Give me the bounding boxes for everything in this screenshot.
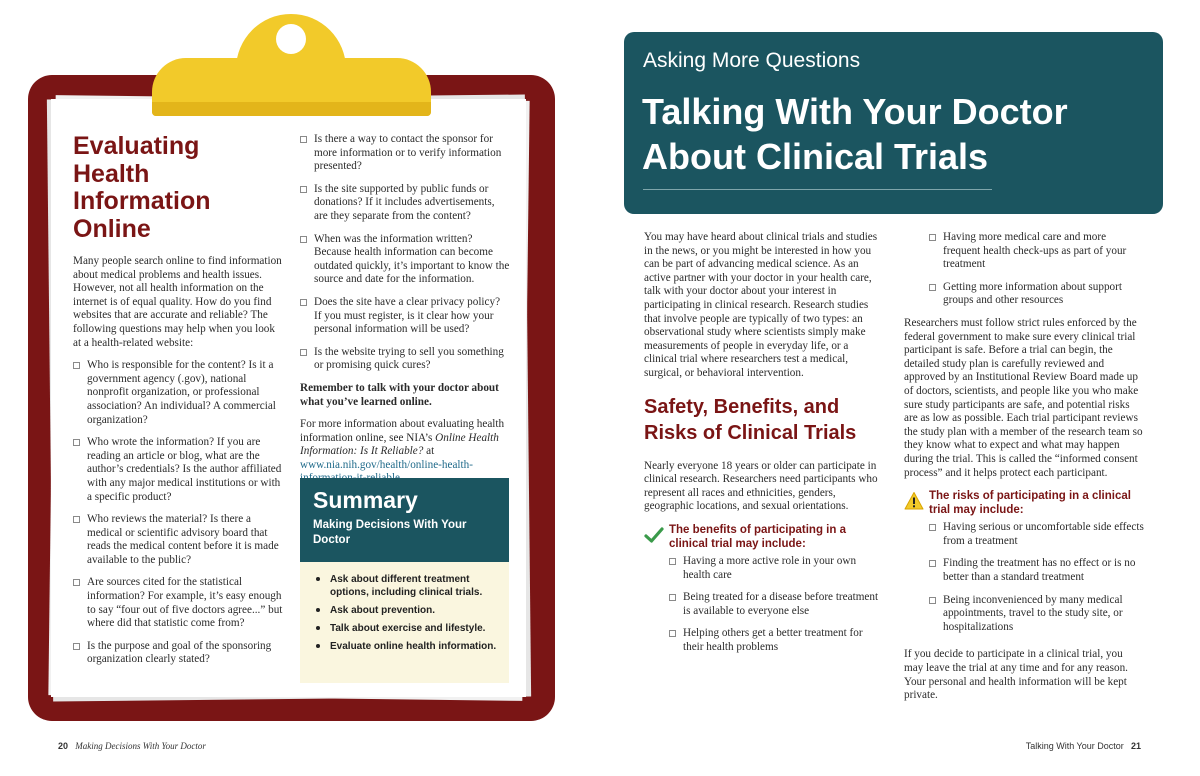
summary-item: Ask about prevention. [314, 604, 499, 617]
page-number: 20 [58, 741, 69, 751]
benefit-item: Getting more information about support groups and other resources [929, 281, 1144, 308]
benefits-list [644, 555, 880, 655]
risk-item: Finding the treatment has no effect or is no better than a standard treatment [929, 557, 1144, 584]
clipboard-clip-icon [152, 14, 431, 116]
risk-item: Having serious or uncomfortable side effects from a treatment [929, 521, 1144, 548]
banner-kicker: Asking More Questions [643, 49, 861, 72]
checkbox-icon [929, 234, 936, 241]
summary-item: Ask about different treatment options, including clinical trials. [314, 573, 499, 599]
risk-item: Being inconvenienced by many medical appointments, travel to the study site, or hospitalizations [929, 594, 1144, 635]
checkbox-icon [929, 284, 936, 291]
right-page-banner [624, 32, 1163, 214]
checkbox-icon [73, 643, 80, 650]
benefits-list-continued [904, 231, 1144, 308]
checkbox-icon [300, 236, 307, 243]
closing-paragraph: If you decide to participate in a clinical trial, you may leave the trial at any time and for any reason. Your personal and health information will be kept private. [904, 648, 1128, 702]
question-item: Is the website trying to sell you something or promising quick cures? [300, 346, 510, 373]
question-item: Is there a way to contact the sponsor for more information or to verify information presented? [300, 133, 510, 174]
risks-callout [904, 490, 1144, 517]
checkbox-icon [300, 349, 307, 356]
checkbox-icon [669, 594, 676, 601]
summary-box [300, 478, 509, 683]
check-icon [644, 525, 664, 545]
benefit-item: Having more medical care and more frequent health check-ups as part of your treatment [929, 231, 1144, 272]
checkbox-icon [669, 558, 676, 565]
benefit-item: Helping others get a better treatment for their health problems [669, 627, 880, 654]
checkbox-icon [929, 524, 936, 531]
right-page-footer [1026, 741, 1146, 751]
rules-paragraph: Researchers must follow strict rules enforced by the federal government to make sure every clinical trial participant is safe. Before a trial can begin, the detailed study plan is carefully reviewed and approved by an Institutional Review Board made up of doctors, scientists, and people like you who make sure study participants are safe, and potential risks are as low as possible. Each trial participant reviews the study plan with a member of the research team so they know what to expect and what may happen during the trial. This is called the “informed consent process” and it helps protect each participant. [904, 316, 1143, 479]
benefits-callout [644, 524, 880, 551]
summary-item: Evaluate online health information. [314, 640, 499, 653]
checkbox-icon [300, 299, 307, 306]
reminder-note: Remember to talk with your doctor about what you’ve learned online. [300, 381, 499, 408]
question-item: Who wrote the information? If you are reading an article or blog, what are the author’s credentials? Is the author affiliated with any major medical institutions or with a specific product? [73, 436, 285, 504]
checkbox-icon [929, 560, 936, 567]
page-number: 21 [1130, 741, 1141, 751]
summary-list [300, 562, 509, 653]
question-item: Who reviews the material? Is there a medical or scientific advisory board that reads the medical content before it is made available to the public? [73, 513, 285, 567]
checkbox-icon [929, 597, 936, 604]
benefit-item: Being treated for a disease before treatment is available to everyone else [669, 591, 880, 618]
nia-link[interactable]: www.nia.nih.gov/health/online-health- [300, 458, 473, 471]
checkbox-icon [73, 439, 80, 446]
intro-paragraph: You may have heard about clinical trials and studies in the news, or you might be interested in how you can be part of advancing medical science. As an active partner with your doctor in your health care, talk with your doctor about your interest in participating in clinical research. Research studies that involve people are typically of two types: an observational study where scientists simply make measurements of people in everyday life, or a clinical trial where researchers test a medical, surgical, or behavioral intervention. [644, 231, 878, 379]
intro-paragraph: Many people search online to find information about medical problems and health issues. However, not all health information on the internet is of equal quality. How do you find websites that are accurate and reliable? The following questions may help when you look at a health-related website: [73, 255, 282, 349]
checkbox-icon [300, 186, 307, 193]
benefit-item: Having a more active role in your own health care [669, 555, 880, 582]
more-info-paragraph: For more information about evaluating health information online, see NIA’s Online Health Information: Is It Reliable? at www.nia.nih.gov/health/online-health- [300, 418, 510, 486]
resource-title: Online Health Information: Is It Reliable? [300, 431, 499, 458]
checkbox-icon [73, 579, 80, 586]
question-list-continued [300, 133, 510, 373]
checkbox-icon [669, 630, 676, 637]
summary-item: Talk about exercise and lifestyle. [314, 622, 499, 635]
question-item: Who is responsible for the content? Is it a government agency (.gov), national nonprofit organization, or professional association? An individual? A commercial organization? [73, 359, 285, 427]
checkbox-icon [73, 362, 80, 369]
running-footer: Making Decisions With Your Doctor [75, 741, 206, 751]
question-item: Is the purpose and goal of the sponsoring organization clearly stated? [73, 640, 285, 667]
section-intro: Nearly everyone 18 years or older can participate in clinical research. Researchers need participants who represent all races and ethnicities, genders, geographic locations, and sexual orientations. [644, 459, 878, 513]
right-page-title: Talking With Your Doctor About Clinical Trials [642, 91, 1068, 177]
left-page-footer [53, 741, 206, 751]
summary-title: Summary [313, 487, 418, 513]
banner-divider [643, 189, 992, 190]
left-column-1 [73, 255, 285, 676]
warning-icon [904, 491, 924, 511]
risks-list [904, 521, 1144, 634]
section-title: Safety, Benefits, and Risks of Clinical Trials [644, 395, 857, 444]
summary-header [300, 478, 509, 562]
summary-subtitle: Making Decisions With Your Doctor [313, 519, 467, 546]
benefits-heading: The benefits of participating in a clinical trial may include: [669, 523, 846, 550]
question-item: Does the site have a clear privacy policy? If you must register, is it clear how your personal information will be used? [300, 296, 510, 337]
question-item: When was the information written? Because health information can become outdated quickly, it’s important to know the source and date for the information. [300, 233, 510, 287]
question-list [73, 359, 285, 667]
left-column-2 [300, 133, 510, 495]
question-item: Is the site supported by public funds or donations? If it includes advertisements, are they separate from the content? [300, 183, 510, 224]
risks-heading: The risks of participating in a clinical trial may include: [929, 490, 1131, 516]
checkbox-icon [300, 136, 307, 143]
right-column-1 [644, 231, 880, 664]
right-column-2 [904, 231, 1144, 712]
running-footer: Talking With Your Doctor [1025, 741, 1124, 751]
left-page-title: Evaluating Health Information Online [73, 132, 211, 243]
question-item: Are sources cited for the statistical information? For example, it’s easy enough to say “four out of five doctors agree...” but where did that statistic come from? [73, 576, 285, 630]
checkbox-icon [73, 516, 80, 523]
